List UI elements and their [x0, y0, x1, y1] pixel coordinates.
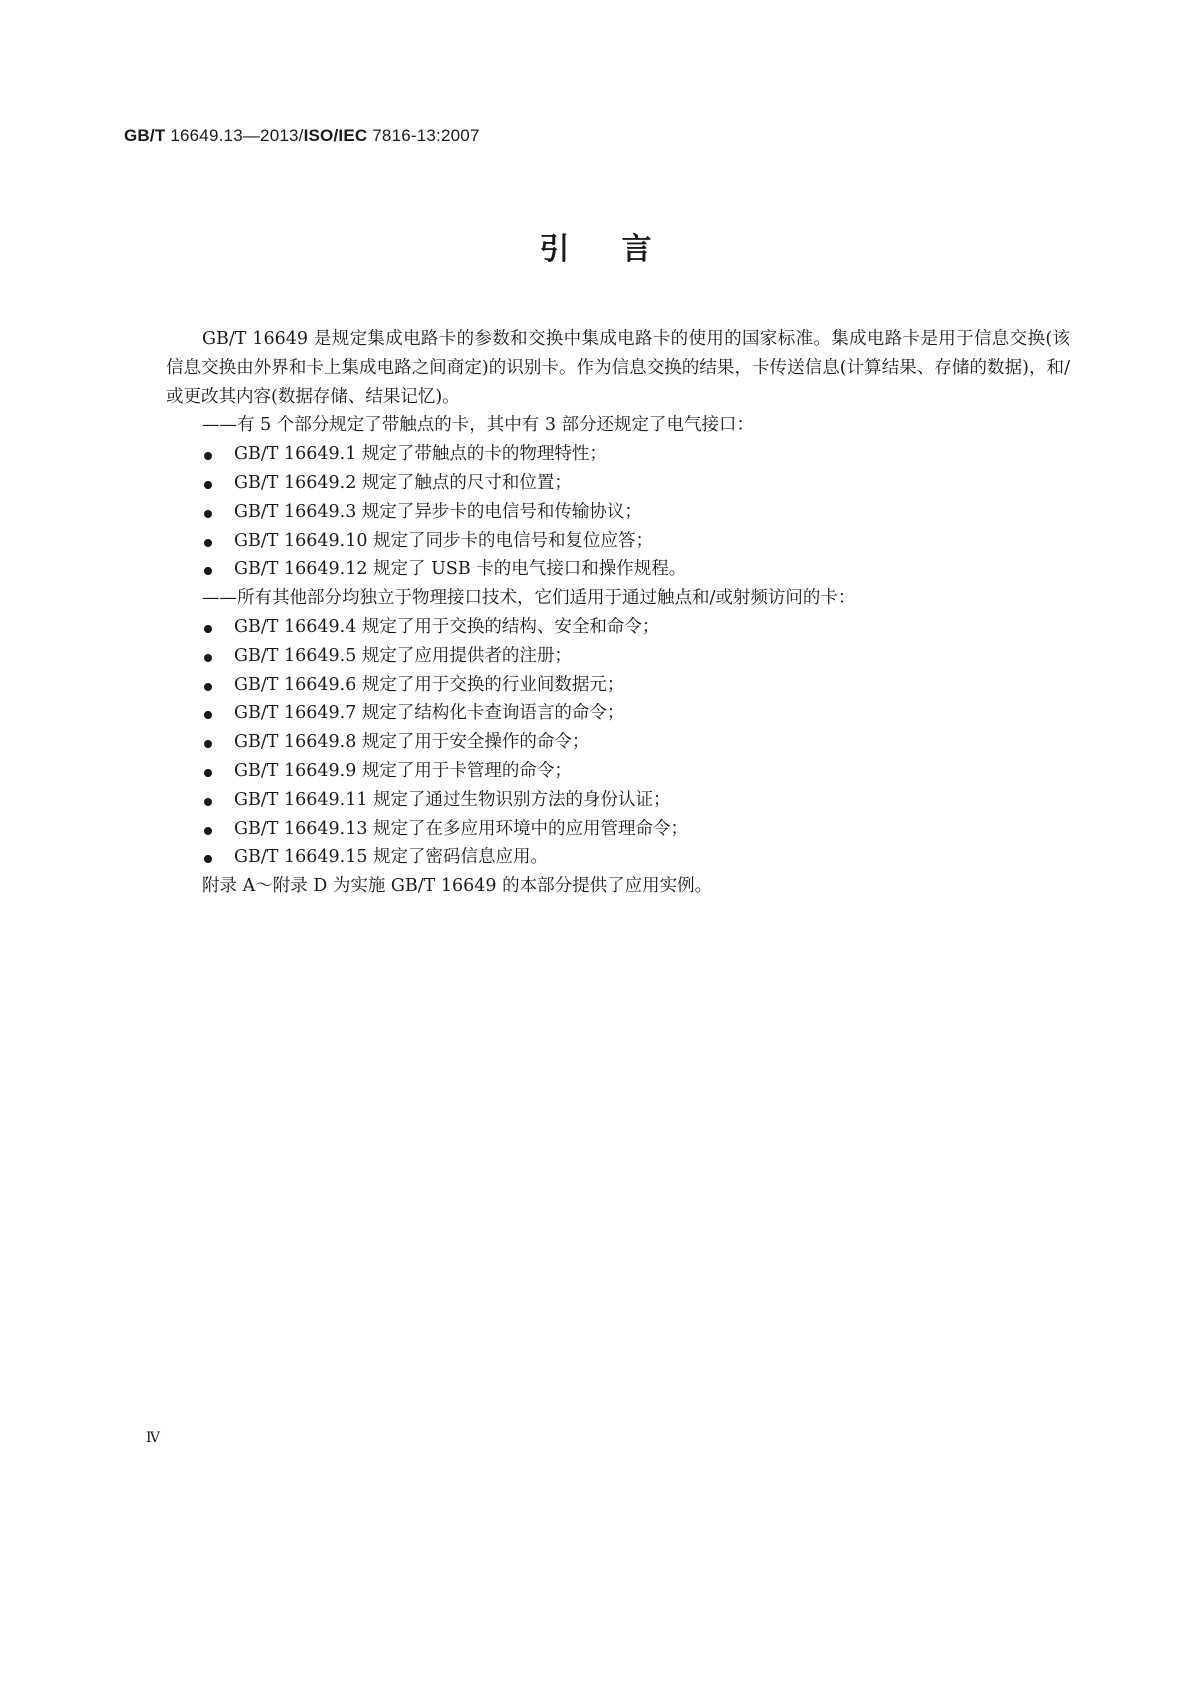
intro-paragraph: GB/T 16649 是规定集成电路卡的参数和交换中集成电路卡的使用的国家标准。集成电路卡是用于信息交换(该信息交换由外界和卡上集成电路之间商定)的识别卡。作为信息交换的结果，卡传送信息(计算结果、存储的数据)，和/或更改其内容(数据存储、结果记忆)。 — [166, 329, 1070, 407]
list-item: GB/T 16649.9 规定了用于卡管理的命令； — [166, 757, 1070, 786]
bullet-icon — [204, 769, 212, 777]
iso-number: 7816-13:2007 — [367, 126, 480, 145]
bullet-icon — [204, 827, 212, 835]
bullet-icon — [204, 683, 212, 691]
iso-part: ISO/IEC — [303, 126, 368, 145]
list-item: GB/T 16649.2 规定了触点的尺寸和位置； — [166, 469, 1070, 498]
bullet-icon — [204, 539, 212, 547]
document-body — [166, 325, 1070, 901]
bullet-icon — [204, 654, 212, 662]
standard-header — [124, 126, 480, 146]
list-item: GB/T 16649.8 规定了用于安全操作的命令； — [166, 728, 1070, 757]
list-item: GB/T 16649.6 规定了用于交换的行业间数据元； — [166, 671, 1070, 700]
closing-paragraph: 附录 A～附录 D 为实施 GB/T 16649 的本部分提供了应用实例。 — [202, 876, 713, 897]
list-item: GB/T 16649.13 规定了在多应用环境中的应用管理命令； — [166, 815, 1070, 844]
bullet-icon — [204, 481, 212, 489]
list-item: GB/T 16649.5 规定了应用提供者的注册； — [166, 642, 1070, 671]
list-item: GB/T 16649.4 规定了用于交换的结构、安全和命令； — [166, 613, 1070, 642]
bullet-icon — [204, 625, 212, 633]
list-item: GB/T 16649.11 规定了通过生物识别方法的身份认证； — [166, 786, 1070, 815]
standard-number: 16649.13—2013/ — [165, 126, 304, 145]
bullet-icon — [204, 798, 212, 806]
page-number: Ⅳ — [146, 1430, 160, 1446]
list-item: GB/T 16649.7 规定了结构化卡查询语言的命令； — [166, 699, 1070, 728]
list-item: GB/T 16649.12 规定了 USB 卡的电气接口和操作规程。 — [166, 555, 1070, 584]
page-title: 引言 — [539, 232, 704, 267]
bullet-icon — [204, 510, 212, 518]
group2-heading: ——所有其他部分均独立于物理接口技术，它们适用于通过触点和/或射频访问的卡： — [202, 588, 856, 609]
list-item: GB/T 16649.15 规定了密码信息应用。 — [166, 843, 1070, 872]
group1-heading: ——有 5 个部分规定了带触点的卡，其中有 3 部分还规定了电气接口： — [202, 415, 755, 436]
list-item: GB/T 16649.1 规定了带触点的卡的物理特性； — [166, 440, 1070, 469]
list-item: GB/T 16649.10 规定了同步卡的电信号和复位应答； — [166, 527, 1070, 556]
list-item: GB/T 16649.3 规定了异步卡的电信号和传输协议； — [166, 498, 1070, 527]
standard-prefix: GB/T — [124, 126, 166, 145]
